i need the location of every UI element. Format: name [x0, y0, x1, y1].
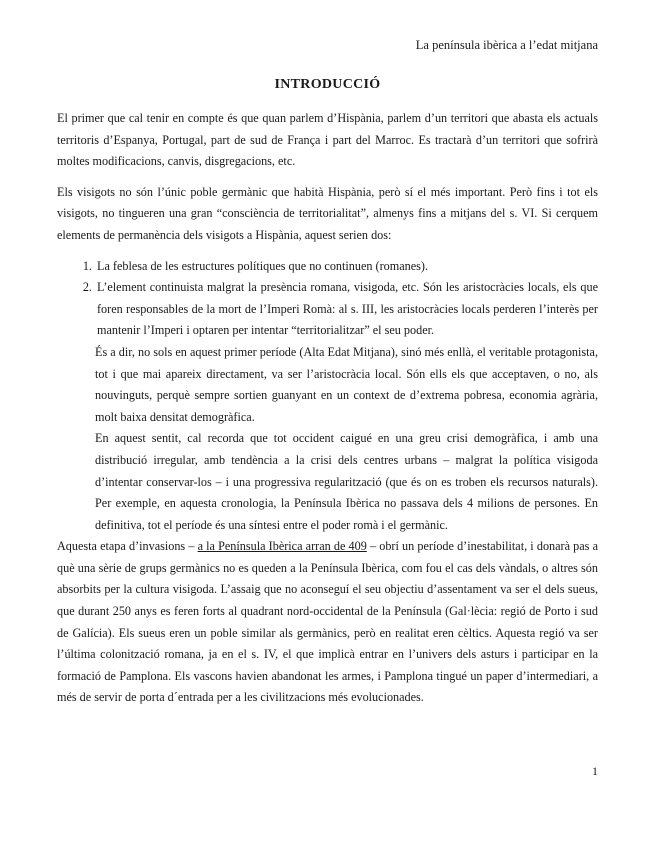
page-number: 1: [592, 764, 598, 778]
list-item: 1. La feblesa de les estructures polítiques que no continuen (romanes).: [95, 256, 598, 278]
underlined-phrase: a la Península Ibèrica arran de 409: [197, 539, 367, 554]
elements-list: [57, 256, 598, 342]
paragraph-invasions-rest: – obrí un període d’inestabilitat, i donarà pas a què una sèrie de grups germànics no es queden a la Península Ibèrica, com fou el cas dels vàndals, o altres són absorbits per la cultura visigoda. L’assaig que no aconseguí el seu objectiu d’assentament va ser el dels sueus, que durant 250 anys es feren forts al quadrant nord-occidental de la Península (Gal·lècia: regió de Porto i sud de Galícia). Els sueus eren un poble similar als germànics, però en realitat eren cèltics. Aquesta regió va ser l’última colonització romana, ja en el s. IV, el que implicà entrar en l’univers dels asturs i participar en la formació de Pamplona. Els vascons havien abandonat les armes, i Pamplona tingué un paper d’intermediari, a més de servir de porta d´entrada per a les civilitzacions més evolucionades.: [57, 539, 598, 705]
running-header: La península ibèrica a l’edat mitjana: [415, 38, 598, 52]
paragraph-invasions: [57, 536, 598, 709]
list-item-continuation: És a dir, no sols en aquest primer període (Alta Edat Mitjana), sinó més enllà, el veritable protagonista, tot i que mai apareix directament, va ser l’aristocràcia local. Són ells els que acceptaven, o no, als nouvinguts, perquè sempre sortien guanyant en un context de d’extrema pobresa, economia agrària, molt baixa densitat demogràfica.: [95, 344, 598, 424]
list-item: 2. L’element continuista malgrat la presència romana, visigoda, etc. Són les aristocràcies locals, els que foren responsables de la mort de l’Imperi Romà: al s. III, les aristocràcies locals perderen l’interès per mantenir l’Imperi i optaren per intentar “territorialitzar” el seu poder.: [95, 277, 598, 342]
paragraph-visigots: Els visigots no són l’únic poble germànic que habità Hispània, però sí el més important. Però fins i tot els visigots, no tingueren una gran “consciència de territorialitat”, almenys fins a mitjans del s. VI. Si cerquem elements de permanència dels visigots a Hispània, aquest serien dos:: [57, 184, 598, 242]
page-title: INTRODUCCIÓ: [274, 77, 381, 92]
paragraph-invasions-start: Aquesta etapa d’invasions –: [57, 539, 198, 554]
document-body: [57, 108, 598, 709]
list-item-continuation: En aquest sentit, cal recorda que tot occident caigué en una greu crisi demogràfica, i amb una distribució irregular, amb tendència a la crisi dels centres urbans – malgrat la política visigoda d’intentar conservar-los – i una progressiva regularització (que és on es troben els recursos naturals). Per exemple, en aquesta cronologia, la Península Ibèrica no passava dels 4 milions de persones. En definitiva, tot el període és una síntesi entre el poder romà i el germànic.: [95, 431, 598, 532]
paragraph-intro: El primer que cal tenir en compte és que quan parlem d’Hispània, parlem d’un territori que abasta els actuals territoris d’Espanya, Portugal, part de sud de França i part del Marroc. Es tractarà d’un territori que sofrirà moltes modificacions, canvis, disgregacions, etc.: [57, 111, 598, 169]
